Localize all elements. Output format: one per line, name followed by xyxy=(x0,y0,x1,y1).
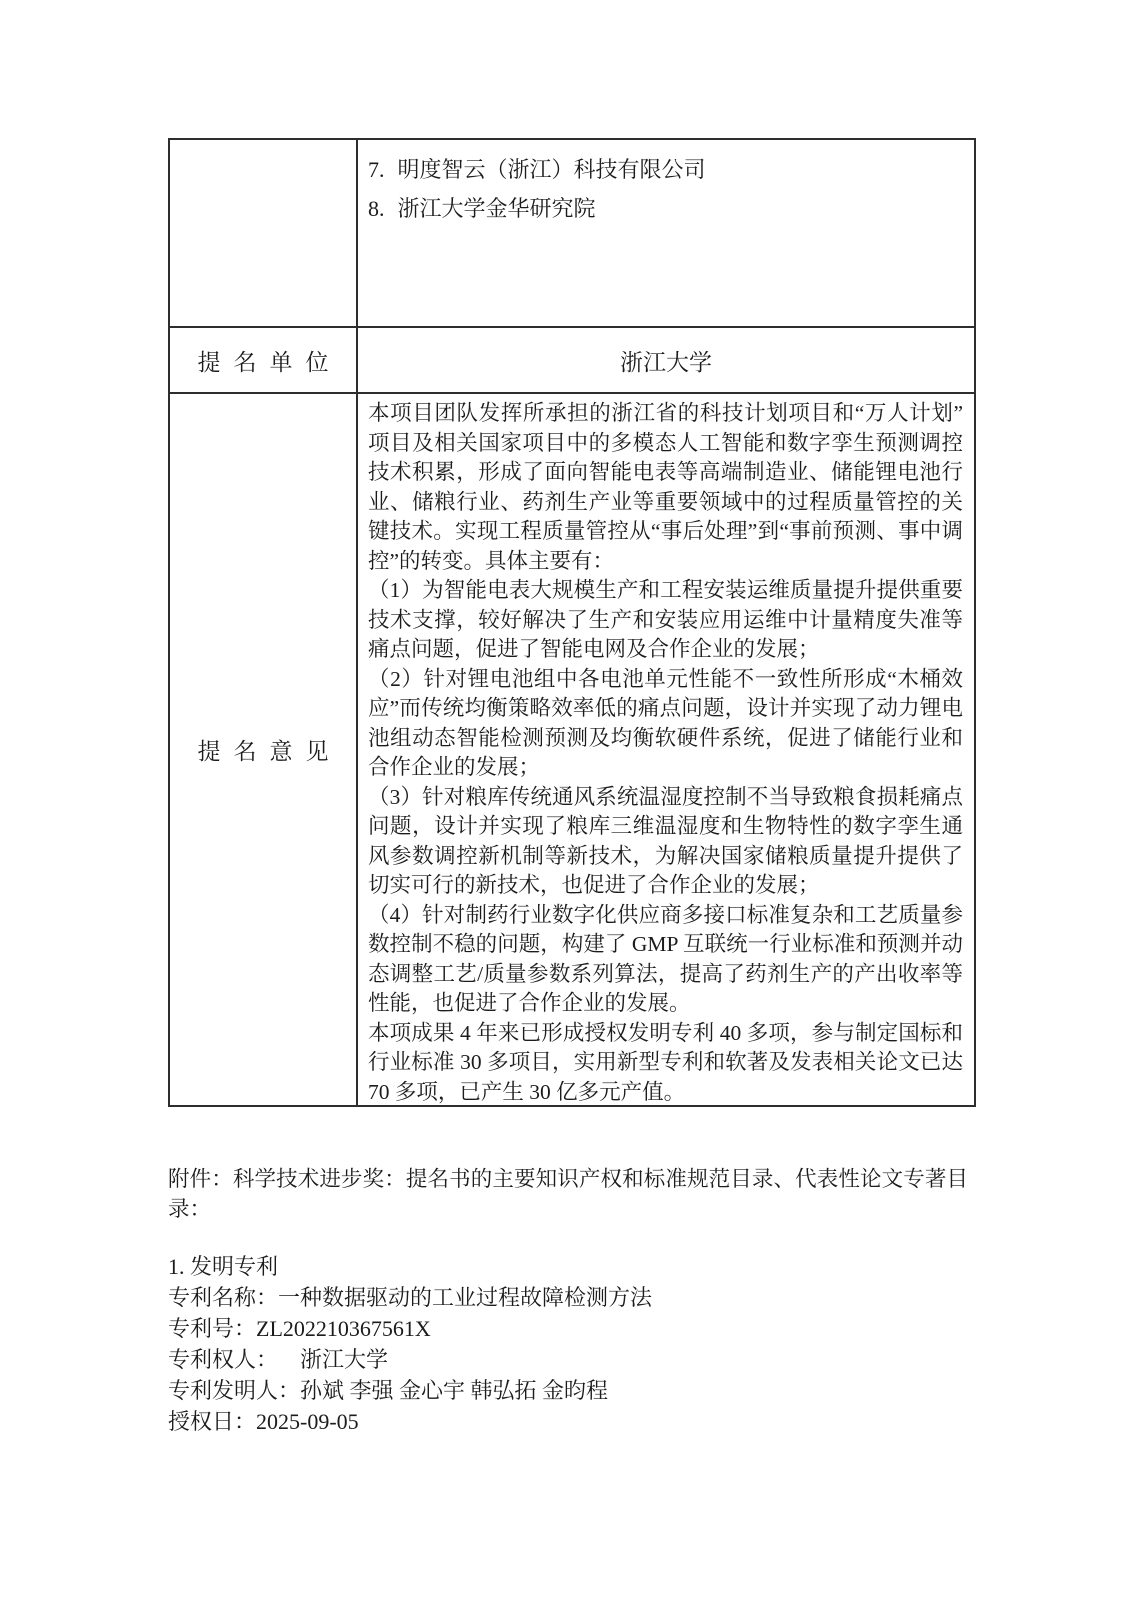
patent-number-line: 专利号：ZL202210367561X xyxy=(168,1316,431,1341)
patent-inventors-line: 专利发明人：孙斌 李强 金心宇 韩弘拓 金昀程 xyxy=(168,1378,609,1403)
nominating-unit-label: 提名单位 xyxy=(197,349,342,375)
nominating-unit-label-cell xyxy=(170,326,358,392)
opinion-paragraph: （4）针对制药行业数字化供应商多接口标准复杂和工艺质量参数控制不稳的问题，构建了 GMP 互联统一行业标准和预测并动态调整工艺/质量参数系列算法，提高了药剂生产的产出收率等性能，也促进了合作企业的发展。 xyxy=(368,902,963,1015)
patent-name-line: 专利名称：一种数据驱动的工业过程故障检测方法 xyxy=(168,1285,653,1310)
list-item-text: 明度智云（浙江）科技有限公司 xyxy=(397,157,706,182)
list-item-number: 8. xyxy=(368,196,385,221)
invention-patent-heading: 1. 发明专利 xyxy=(168,1254,279,1279)
opinion-paragraph: （1）为智能电表大规模生产和工程安装运维质量提升提供重要技术支撑，较好解决了生产和安装应用运维中计量精度失准等痛点问题，促进了智能电网及合作企业的发展； xyxy=(368,578,963,661)
opinion-paragraph: （2）针对锂电池组中各电池单元性能不一致性所形成“木桶效应”而传统均衡策略效率低的痛点问题，设计并实现了动力锂电池组动态智能检测预测及均衡软硬件系统，促进了储能行业和合作企业的发展； xyxy=(368,666,963,779)
list-item-text: 浙江大学金华研究院 xyxy=(397,196,596,221)
nominating-unit-value-cell xyxy=(358,326,974,392)
opinion-paragraph: 本项目团队发挥所承担的浙江省的科技计划项目和“万人计划”项目及相关国家项目中的多模态人工智能和数字孪生预测调控技术积累，形成了面向智能电表等高端制造业、储能锂电池行业、储粮行业、药剂生产业等重要领域中的过程质量管控的关键技术。实现工程质量管控从“事后处理”到“事前预测、事中调控”的转变。具体主要有： xyxy=(368,401,963,573)
nomination-opinion-label-cell xyxy=(170,392,358,1105)
nominating-unit-value: 浙江大学 xyxy=(620,349,712,375)
nomination-opinion-text-cell xyxy=(358,392,974,1105)
list-item xyxy=(368,189,962,228)
attachment-intro: 附件：科学技术进步奖：提名书的主要知识产权和标准规范目录、代表性论文专著目录： xyxy=(168,1167,968,1221)
consortium-list-cell xyxy=(358,140,974,326)
nomination-opinion-label: 提名意见 xyxy=(197,739,342,764)
patent-grant-date-line: 授权日：2025-09-05 xyxy=(168,1409,359,1434)
opinion-paragraph: （3）针对粮库传统通风系统温湿度控制不当导致粮食损耗痛点问题，设计并实现了粮库三维温湿度和生物特性的数字孪生通风参数调控新机制等新技术，为解决国家储粮质量提升提供了切实可行的新技术，也促进了合作企业的发展； xyxy=(368,784,963,897)
list-item xyxy=(368,150,962,189)
patent-owner-line: 专利权人： 浙江大学 xyxy=(168,1347,389,1372)
nomination-table xyxy=(168,138,976,1107)
consortium-label-cell xyxy=(170,140,358,326)
attachment-section xyxy=(168,1164,968,1437)
list-item-number: 7. xyxy=(368,157,385,182)
opinion-paragraph: 本项成果 4 年来已形成授权发明专利 40 多项，参与制定国标和行业标准 30 多项目，实用新型专利和软著及发表相关论文已达 70 多项，已产生 30 亿多元产值。 xyxy=(368,1020,963,1104)
